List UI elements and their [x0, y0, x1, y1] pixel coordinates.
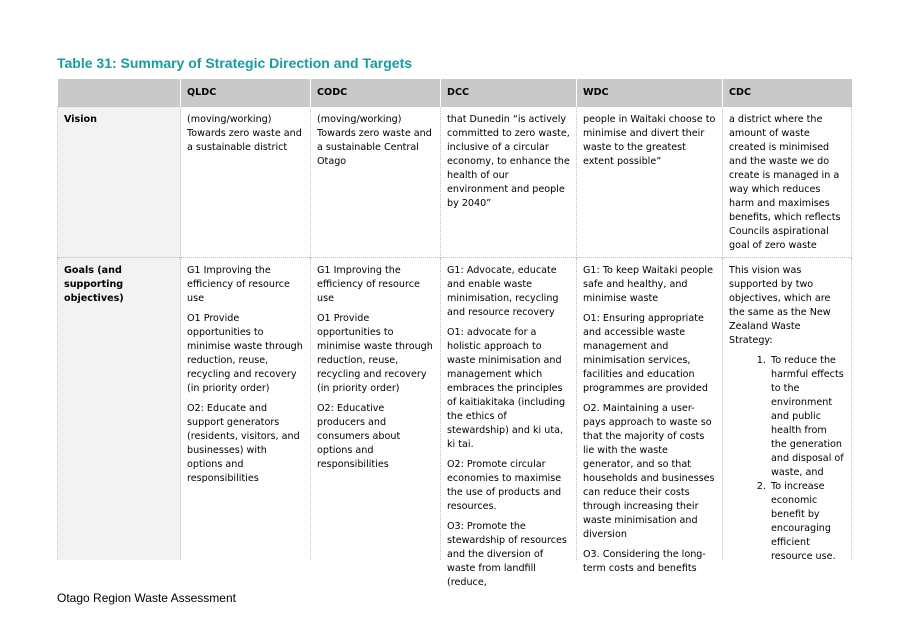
goals-dcc-o1: O1: advocate for a holistic approach to waste minimisation and management which embraces the principles of kaitiakitaka (including the ethics of stewardship) and ki uta, ki tai.	[447, 327, 566, 450]
page-footer: Otago Region Waste Assessment	[57, 591, 236, 605]
header-cell-dcc: DCC	[441, 79, 577, 107]
vision-label: Vision	[58, 107, 181, 258]
header-cell-qldc: QLDC	[181, 79, 311, 107]
goals-dcc-g1: G1: Advocate, educate and enable waste minimisation, recycling and resource recovery	[447, 265, 559, 318]
goals-codc-o2: O2: Educative producers and consumers about options and responsibilities	[317, 403, 401, 470]
header-cell-empty	[58, 79, 181, 107]
header-cell-cdc: CDC	[723, 79, 852, 107]
vision-cdc: a district where the amount of waste created is minimised and the waste we do create is managed in a way which reduces harm and maximises benefits, which reflects Councils aspirational goal of zero waste	[723, 107, 852, 258]
goals-wdc-o2: O2. Maintaining a user-pays approach to waste so that the majority of costs lie with the waste generator, and so that households and businesses can reduce their costs through increasing their waste minimisation and diversion	[583, 403, 715, 540]
goals-wdc	[577, 258, 723, 574]
goals-wdc-g1: G1: To keep Waitaki people safe and healthy, and minimise waste	[583, 265, 713, 304]
goals-dcc-o3: O3: Promote the stewardship of resources and the diversion of waste from landfill (reduce,	[447, 521, 567, 588]
vision-dcc: that Dunedin “is actively committed to zero waste, inclusive of a circular economy, to enhance the health of our environment and people by 2040”	[441, 107, 577, 258]
goals-wdc-o3: O3. Considering the long-term costs and benefits	[583, 549, 706, 574]
goals-cdc-list	[729, 354, 845, 564]
goals-qldc	[181, 258, 311, 561]
goals-row	[58, 258, 852, 561]
vision-row	[58, 107, 852, 258]
table-title: Table 31: Summary of Strategic Direction and Targets	[57, 55, 413, 71]
goals-label: Goals (and supporting objectives)	[58, 258, 181, 561]
vision-codc: (moving/working) Towards zero waste and a sustainable Central Otago	[311, 107, 441, 258]
goals-cdc	[723, 258, 852, 561]
header-row	[58, 79, 852, 107]
goals-cdc-list-item: 2. To increase economic benefit by encouraging efficient resource use.	[769, 480, 845, 564]
vision-qldc: (moving/working) Towards zero waste and a sustainable district	[181, 107, 311, 258]
goals-cdc-intro: This vision was supported by two objectives, which are the same as the New Zealand Waste Strategy:	[729, 265, 831, 346]
goals-dcc	[441, 258, 577, 588]
goals-codc-o1: O1 Provide opportunities to minimise waste through reduction, reuse, recycling and recovery (in priority order)	[317, 313, 433, 394]
vision-wdc: people in Waitaki choose to minimise and divert their waste to the greatest extent possible”	[577, 107, 723, 258]
strategy-summary-table	[57, 79, 852, 588]
goals-dcc-o2: O2: Promote circular economies to maximise the use of products and resources.	[447, 459, 562, 512]
goals-codc-g1: G1 Improving the efficiency of resource use	[317, 265, 420, 304]
goals-qldc-g1: G1 Improving the efficiency of resource use	[187, 265, 290, 304]
goals-qldc-o1: O1 Provide opportunities to minimise waste through reduction, reuse, recycling and recovery (in priority order)	[187, 313, 303, 394]
header-cell-codc: CODC	[311, 79, 441, 107]
header-cell-wdc: WDC	[577, 79, 723, 107]
goals-cdc-list-item: 1. To reduce the harmful effects to the environment and public health from the generation and disposal of waste, and	[769, 354, 845, 480]
goals-wdc-o1: O1: Ensuring appropriate and accessible waste management and minimisation services, facilities and education programmes are provided	[583, 313, 708, 394]
goals-qldc-o2: O2: Educate and support generators (residents, visitors, and businesses) with options and responsibilities	[187, 403, 300, 484]
goals-codc	[311, 258, 441, 561]
